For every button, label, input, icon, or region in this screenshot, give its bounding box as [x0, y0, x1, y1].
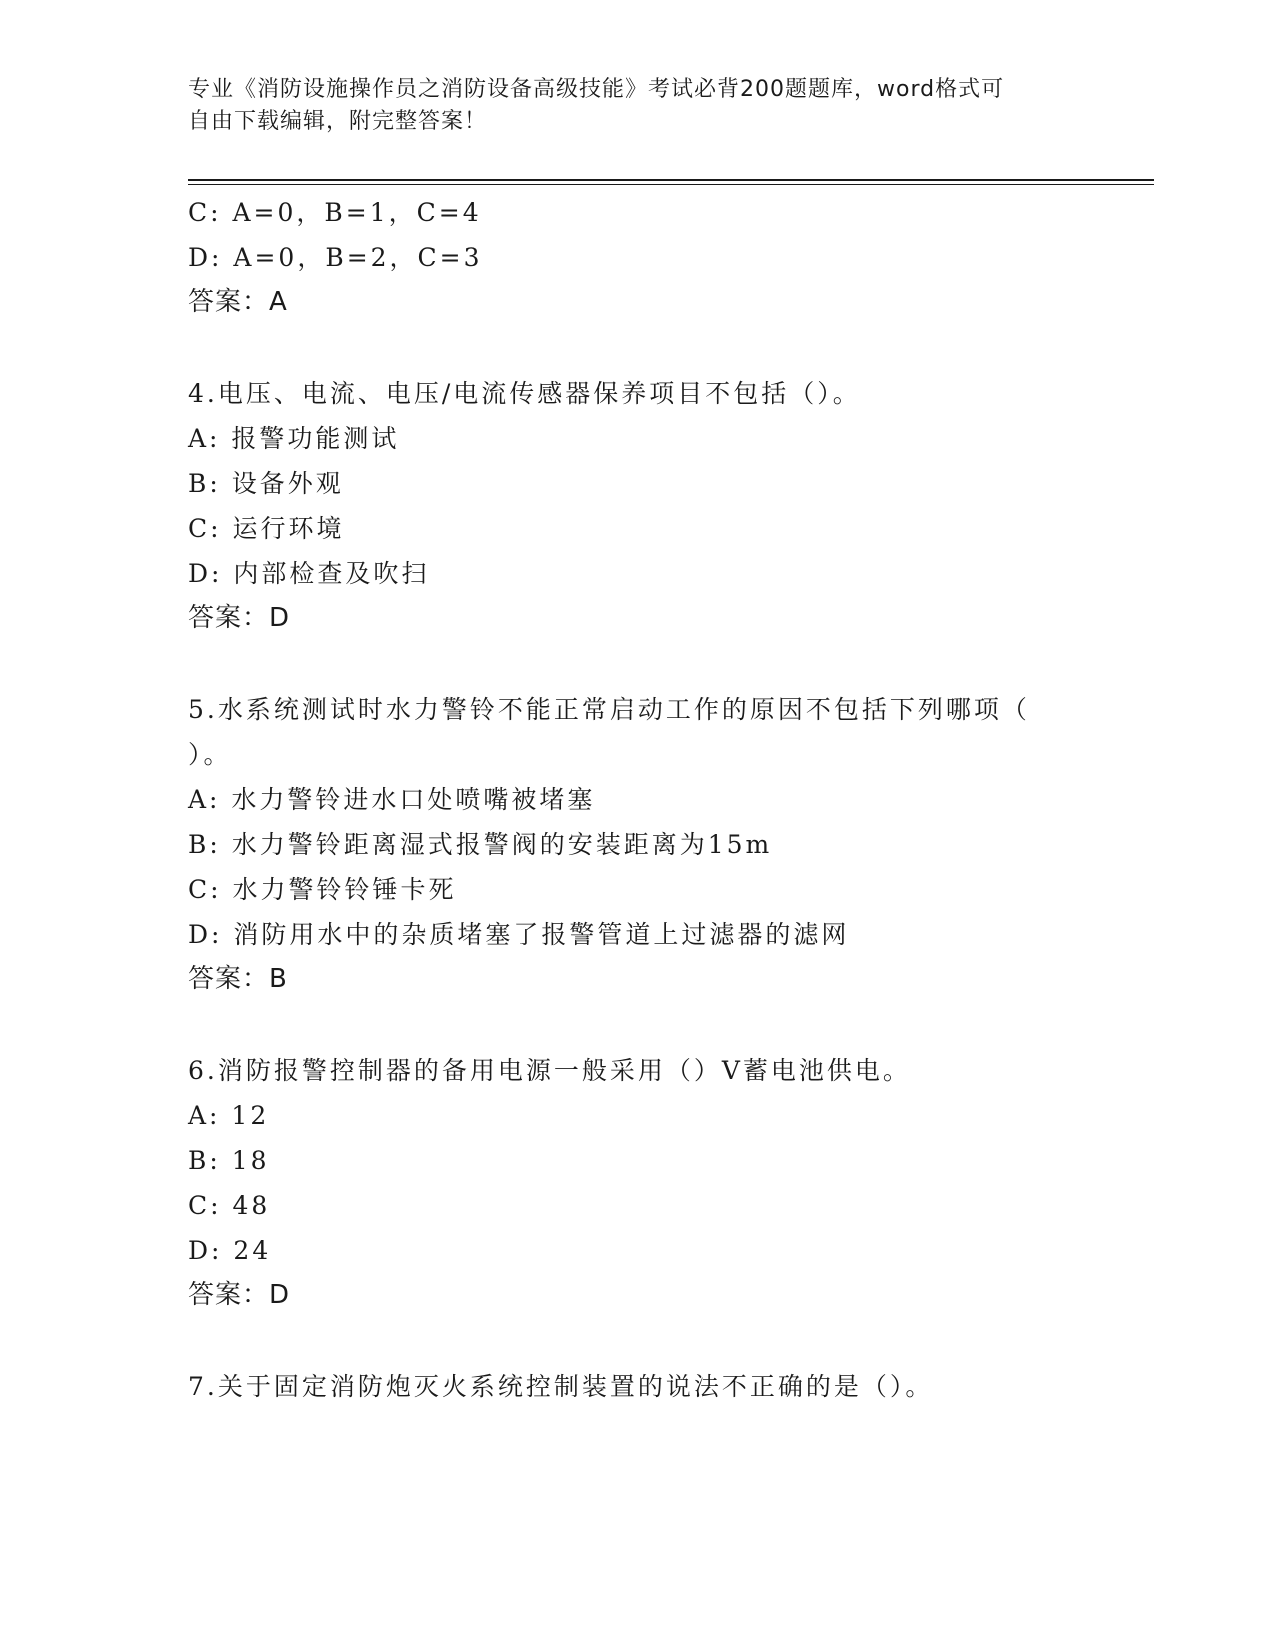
- question-stem-line-1: 5.水系统测试时水力警铃不能正常启动工作的原因不包括下列哪项（: [188, 695, 1030, 724]
- option-d: D: 24: [188, 1236, 272, 1265]
- option-b: B: 水力警铃距离湿式报警阀的安装距离为15m: [188, 830, 773, 859]
- answer-line: 答案：A: [188, 287, 288, 317]
- option-b: B: 18: [188, 1146, 270, 1175]
- question-3-tail: [188, 190, 1088, 325]
- question-5: [188, 687, 1088, 1002]
- answer-line: 答案：D: [188, 1280, 291, 1310]
- option-c: C: 水力警铃铃锤卡死: [188, 875, 457, 904]
- question-list: [188, 190, 1088, 1409]
- option-d: D: 消防用水中的杂质堵塞了报警管道上过滤器的滤网: [188, 920, 850, 949]
- question-4: [188, 371, 1088, 641]
- option-d: D: A=0，B=2，C=3: [188, 243, 483, 272]
- option-b: B: 设备外观: [188, 469, 344, 498]
- question-stem-line-2: ）。: [188, 740, 232, 769]
- document-header: [188, 74, 1068, 138]
- question-stem: 4.电压、电流、电压/电流传感器保养项目不包括（）。: [188, 379, 861, 408]
- question-stem: 6.消防报警控制器的备用电源一般采用（）V蓄电池供电。: [188, 1056, 911, 1085]
- option-c: C: 48: [188, 1191, 271, 1220]
- option-a: A: 12: [188, 1101, 270, 1130]
- option-a: A: 水力警铃进水口处喷嘴被堵塞: [188, 785, 596, 814]
- header-line-2: 自由下载编辑，附完整答案！: [188, 109, 488, 134]
- question-7: [188, 1364, 1088, 1409]
- header-rule-thick: [188, 179, 1154, 181]
- answer-line: 答案：D: [188, 603, 291, 633]
- question-6: [188, 1048, 1088, 1318]
- option-a: A: 报警功能测试: [188, 424, 400, 453]
- header-rule-thin: [188, 184, 1154, 185]
- option-c: C: 运行环境: [188, 514, 345, 543]
- answer-line: 答案：B: [188, 964, 288, 994]
- option-c: C: A=0，B=1，C=4: [188, 198, 482, 227]
- question-stem: 7.关于固定消防炮灭火系统控制装置的说法不正确的是（）。: [188, 1372, 934, 1401]
- header-line-1: 专业《消防设施操作员之消防设备高级技能》考试必背200题题库，word格式可: [188, 77, 1005, 102]
- option-d: D: 内部检查及吹扫: [188, 559, 430, 588]
